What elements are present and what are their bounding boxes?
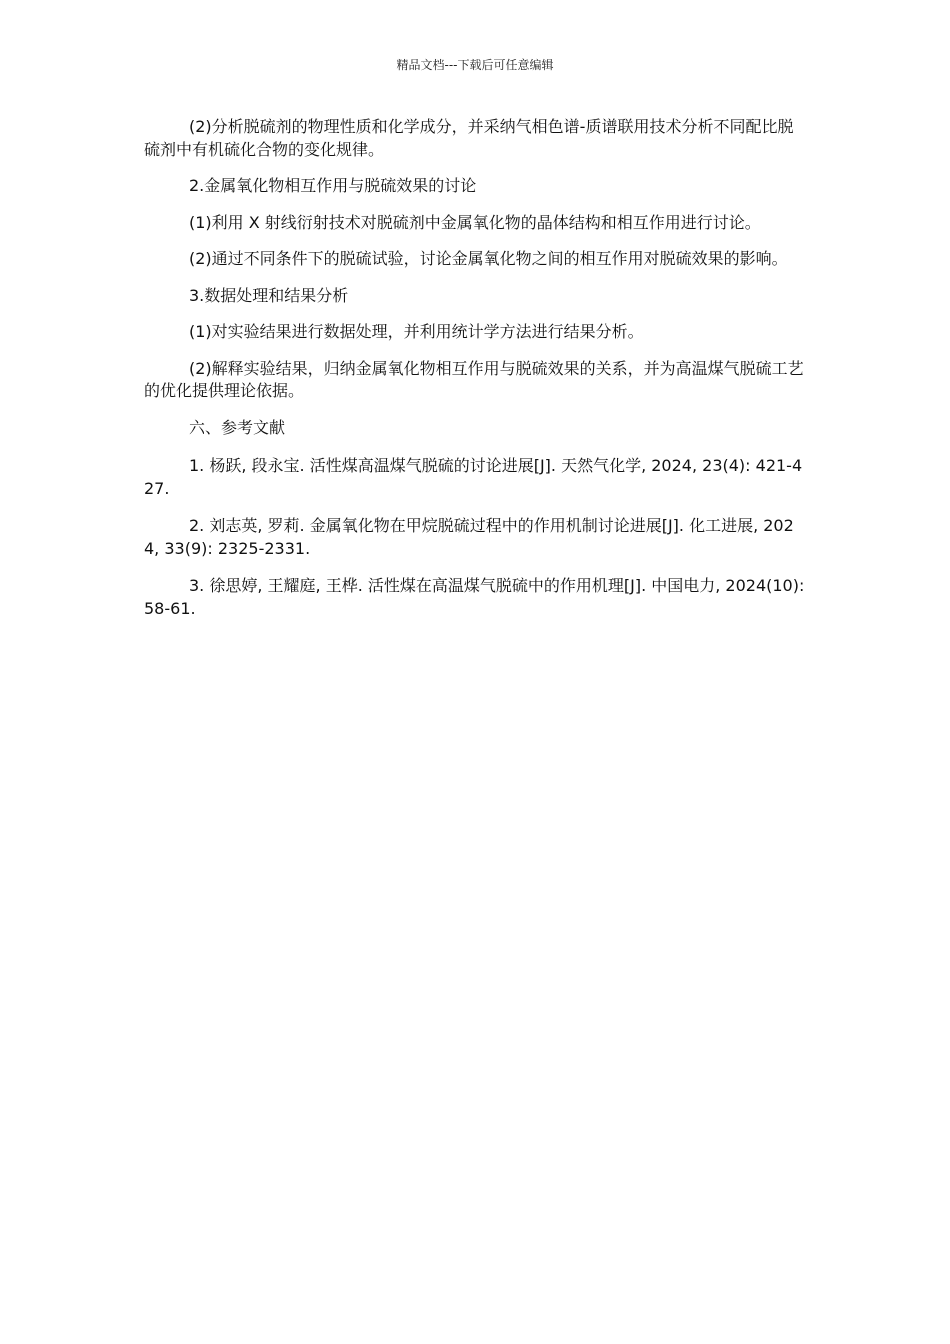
page-header: 精品文档---下载后可任意编辑 [396, 58, 554, 72]
reference-item: 2. 刘志英, 罗莉. 金属氧化物在甲烷脱硫过程中的作用机制讨论进展[J]. 化工进展, 2024, 33(9): 2325-2331. [144, 516, 794, 558]
reference-item: 3. 徐思婷, 王耀庭, 王桦. 活性煤在高温煤气脱硫中的作用机理[J]. 中国电力, 2024(10): 58-61. [144, 576, 805, 618]
section-heading-data-processing: 3.数据处理和结果分析 [189, 285, 349, 305]
paragraph-desulfurization-test: (2)通过不同条件下的脱硫试验，讨论金属氧化物之间的相互作用对脱硫效果的影响。 [189, 249, 788, 268]
paragraph-interpretation: (2)解释实验结果，归纳金属氧化物相互作用与脱硫效果的关系，并为高温煤气脱硫工艺的优化提供理论依据。 [144, 358, 804, 400]
document-body [144, 116, 809, 635]
section-heading-references: 六、参考文献 [189, 417, 286, 437]
paragraph-xrd: (1)利用 X 射线衍射技术对脱硫剂中金属氧化物的晶体结构和相互作用进行讨论。 [189, 212, 761, 232]
section-heading-metal-oxide: 2.金属氧化物相互作用与脱硫效果的讨论 [189, 176, 477, 195]
paragraph-statistics: (1)对实验结果进行数据处理，并利用统计学方法进行结果分析。 [189, 322, 644, 341]
paragraph-analysis-methods: (2)分析脱硫剂的物理性质和化学成分，并采纳气相色谱-质谱联用技术分析不同配比脱硫剂中有机硫化合物的变化规律。 [144, 117, 794, 159]
reference-item: 1. 杨跃, 段永宝. 活性煤高温煤气脱硫的讨论进展[J]. 天然气化学, 2024, 23(4): 421-427. [144, 456, 803, 498]
